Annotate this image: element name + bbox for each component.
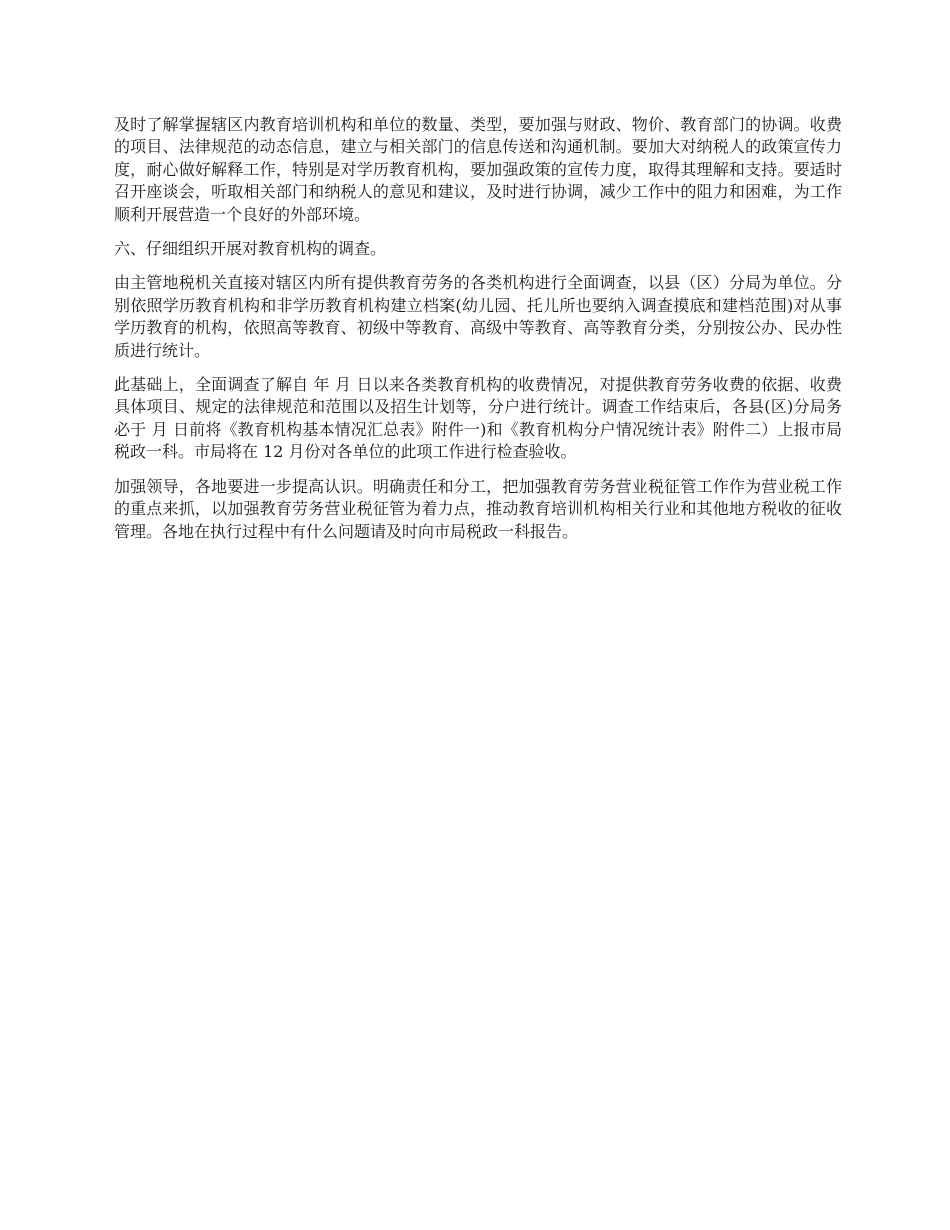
paragraph-fee-survey: 此基础上，全面调查了解自 年 月 日以来各类教育机构的收费情况，对提供教育劳务收费的依据、收费具体项目、规定的法律规范和范围以及招生计划等，分户进行统计。调查工作结束后，各县(区)分局务必于 月 日前将《教育机构基本情况汇总表》附件一)和《教育机构分户情况统计表》附件二）上报市局税政一科。市局将在 12 月份对各单位的此项工作进行检查验收。: [114, 375, 842, 462]
paragraph-leadership: 加强领导，各地要进一步提高认识。明确责任和分工，把加强教育劳务营业税征管工作作为营业税工作的重点来抓，以加强教育劳务营业税征管为着力点，推动教育培训机构相关行业和其他地方税收的征收管理。各地在执行过程中有什么问题请及时向市局税政一科报告。: [114, 476, 842, 541]
section-heading-survey: 六、仔细组织开展对教育机构的调查。: [114, 239, 387, 259]
document-body: [114, 114, 842, 555]
paragraph-coordination: 及时了解掌握辖区内教育培训机构和单位的数量、类型，要加强与财政、物价、教育部门的协调。收费的项目、法律规范的动态信息，建立与相关部门的信息传送和沟通机制。要加大对纳税人的政策宣传力度，耐心做好解释工作，特别是对学历教育机构，要加强政策的宣传力度，取得其理解和支持。要适时召开座谈会，听取相关部门和纳税人的意见和建议，及时进行协调，减少工作中的阻力和困难，为工作顺利开展营造一个良好的外部环境。: [114, 115, 842, 224]
paragraph-survey-scope: 由主管地税机关直接对辖区内所有提供教育劳务的各类机构进行全面调查，以县（区）分局为单位。分别依照学历教育机构和非学历教育机构建立档案(幼儿园、托儿所也要纳入调查摸底和建档范围)对从事学历教育的机构，依照高等教育、初级中等教育、高级中等教育、高等教育分类，分别按公办、民办性质进行统计。: [114, 273, 842, 360]
